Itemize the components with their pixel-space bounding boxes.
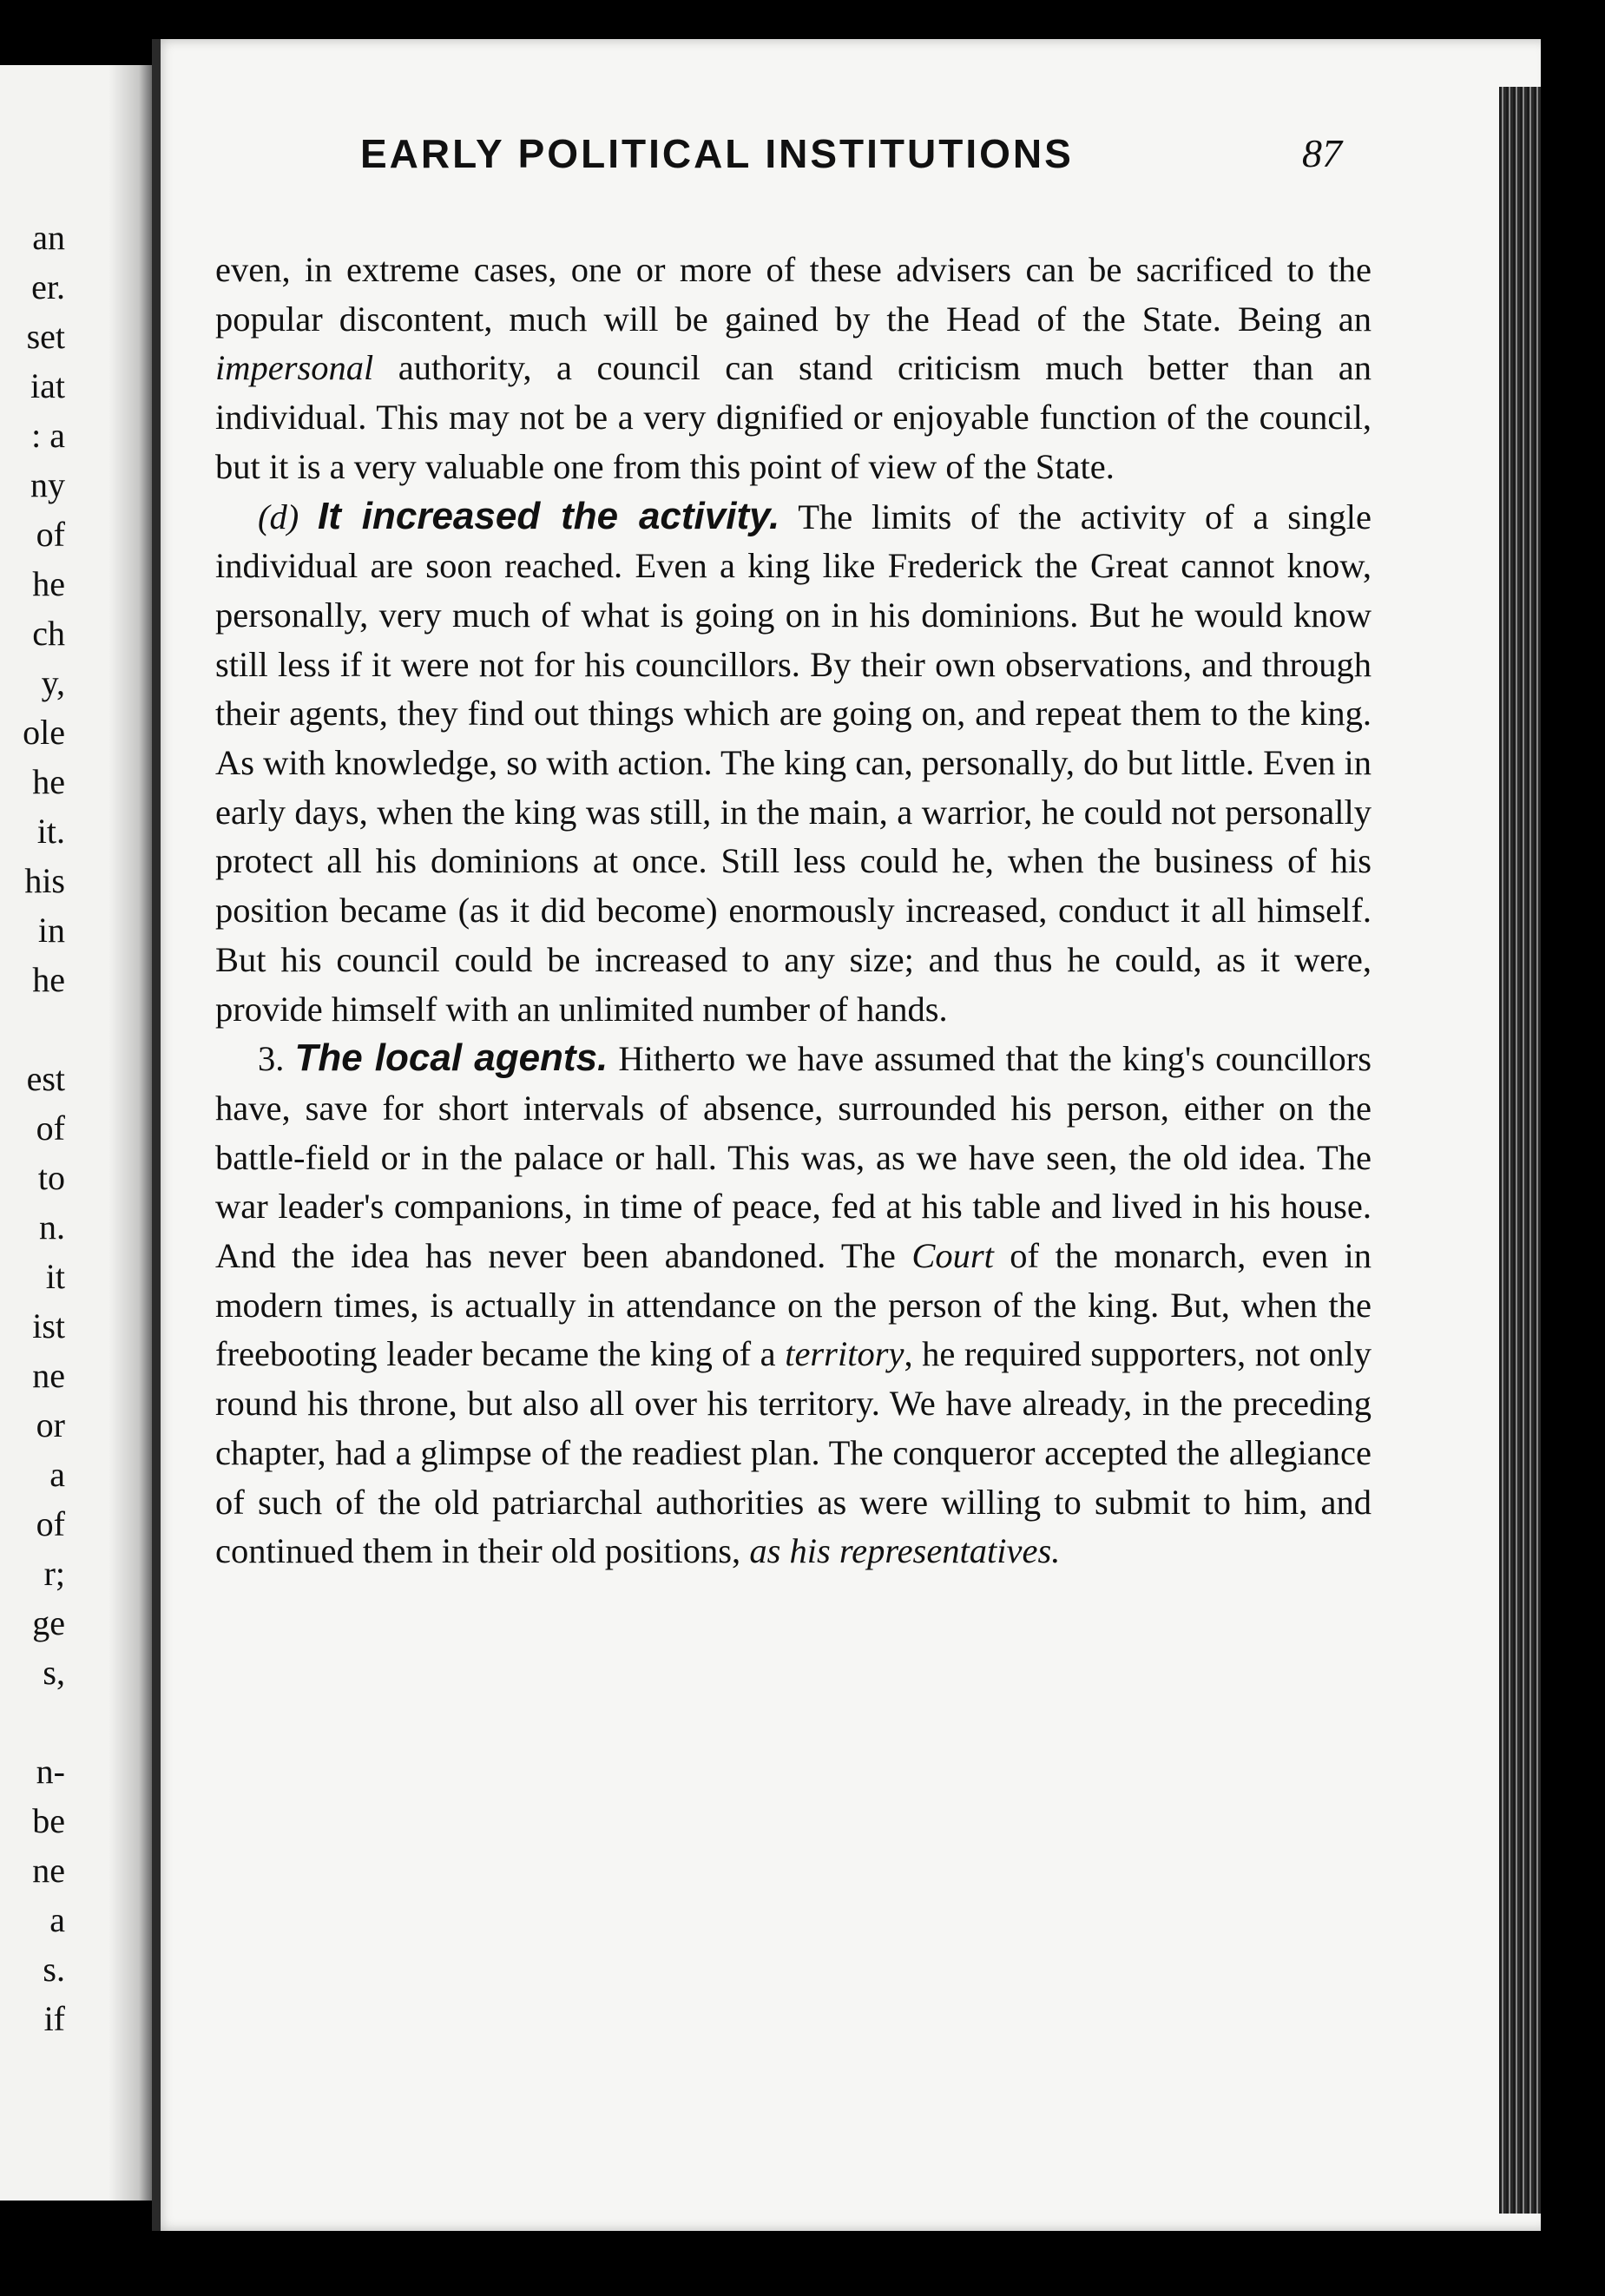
facing-page-line-fragment: ch <box>32 614 65 653</box>
facing-page-line-fragment: ne <box>32 1851 65 1890</box>
facing-page-line-fragment: a <box>49 1900 65 1939</box>
page-binding-edge <box>152 39 161 2231</box>
section-marker: (d) <box>258 497 318 536</box>
facing-page-line-fragment: s, <box>43 1653 65 1692</box>
paragraph <box>215 492 1371 1035</box>
page-number: 87 <box>1302 131 1342 175</box>
italic-text: as his representatives. <box>749 1531 1061 1571</box>
body-text-run: even, in extreme cases, one or more of these advisers can be sacrificed to the popular discontent, much will be gained by the Head of the State. Being an <box>215 250 1371 339</box>
page-header <box>152 130 1471 191</box>
facing-page-line-fragment: if <box>43 1999 65 2038</box>
facing-page-line-fragment: ny <box>30 465 65 504</box>
facing-page-line-fragment: he <box>32 960 65 999</box>
facing-page-line-fragment <box>0 1697 65 1747</box>
facing-page-line-fragment: of <box>36 1504 65 1543</box>
italic-text: Court <box>911 1236 994 1276</box>
facing-page-line-fragment: a <box>49 1455 65 1494</box>
gutter-shadow <box>109 65 152 2201</box>
paragraph <box>215 1034 1371 1576</box>
facing-page-line-fragment: n- <box>36 1752 65 1791</box>
facing-page-line-fragment: his <box>24 861 65 900</box>
facing-page-line-fragment: it. <box>36 812 65 851</box>
body-text-run: Hitherto we have assumed that the king's councillors have, save for short intervals of absence, surrounded his person, either on the battle-field or in the palace or hall. This was, as we have seen, the old idea. The war leader's companions, in time of peace, fed at his table and lived in his house. And the idea has never been abandoned. The <box>215 1039 1372 1276</box>
facing-page-line-fragment: : a <box>31 416 65 455</box>
facing-page-line-fragment: ne <box>32 1356 65 1395</box>
body-text-run: of the monarch, even in modern times, is actually in attendance on the person of the king. But, when the freebooting leader became the king of a <box>215 1236 1372 1374</box>
facing-page-line-fragment: y, <box>41 663 65 702</box>
facing-page-text-fragments <box>0 213 65 2043</box>
facing-page-line-fragment: he <box>32 564 65 603</box>
italic-text: impersonal <box>215 348 374 388</box>
italic-text: territory <box>785 1334 904 1374</box>
facing-page-line-fragment: n. <box>39 1207 65 1247</box>
facing-page-line-fragment: s. <box>43 1950 65 1989</box>
facing-page-line-fragment: iat <box>30 366 65 405</box>
facing-page-line-fragment: set <box>26 317 65 356</box>
body-text-run: 3. <box>258 1039 295 1079</box>
body-text-run: authority, a council can stand criticism much better than an individual. This may not be a very dignified or enjoyable function of the council, but it is a very valuable one from this point of view of the State. <box>215 348 1371 486</box>
facing-page-line-fragment: it <box>45 1257 65 1296</box>
facing-page <box>0 65 152 2201</box>
facing-page-line-fragment: to <box>37 1158 65 1197</box>
section-heading: The local agents. <box>294 1036 608 1080</box>
body-text-run: The limits of the activity of a single individual are soon reached. Even a king like Frederick the Great cannot know, personally, very much of what is going on in his dominions. But he would know still less if it were not for his councillors. By their own observations, and through their agents, they find out things which are going on, and repeat them to the king. As with knowledge, so with action. The king can, personally, do but little. Even in early days, when the king was still, in the main, a warrior, he could not personally protect all his dominions at once. Still less could he, when the business of his position became (as it did become) enormously increased, conduct it all himself. But his council could be increased to any size; and thus he could, as it were, provide himself with an unlimited number of hands. <box>215 497 1371 1029</box>
facing-page-line-fragment: of <box>36 515 65 554</box>
facing-page-line-fragment: ist <box>32 1306 65 1345</box>
facing-page-line-fragment: ole <box>23 713 65 752</box>
body-text-run: , he required supporters, not only round his throne, but also all over his territory. We have already, in the preceding chapter, had a glimpse of the readiest plan. The conqueror accepted the allegiance of such of the old patriarchal authorities as were willing to submit to him, and continued them in their old positions, <box>215 1334 1371 1571</box>
facing-page-line-fragment: be <box>32 1801 65 1840</box>
facing-page-line-fragment: est <box>26 1059 65 1098</box>
book-page <box>152 39 1541 2231</box>
facing-page-line-fragment: he <box>32 762 65 801</box>
page-body <box>215 246 1371 1576</box>
facing-page-line-fragment: ge <box>32 1603 65 1642</box>
facing-page-line-fragment: or <box>36 1405 65 1444</box>
paragraph <box>215 246 1371 492</box>
facing-page-line-fragment: in <box>37 911 65 950</box>
section-heading: It increased the activity. <box>318 494 780 537</box>
facing-page-line-fragment: er. <box>31 267 65 306</box>
facing-page-line-fragment: of <box>36 1109 65 1148</box>
facing-page-line-fragment: r; <box>43 1554 65 1593</box>
facing-page-line-fragment <box>0 1004 65 1054</box>
running-title: EARLY POLITICAL INSTITUTIONS <box>360 131 1074 176</box>
page-stack-edge <box>1499 87 1541 2214</box>
facing-page-line-fragment: an <box>32 218 65 257</box>
